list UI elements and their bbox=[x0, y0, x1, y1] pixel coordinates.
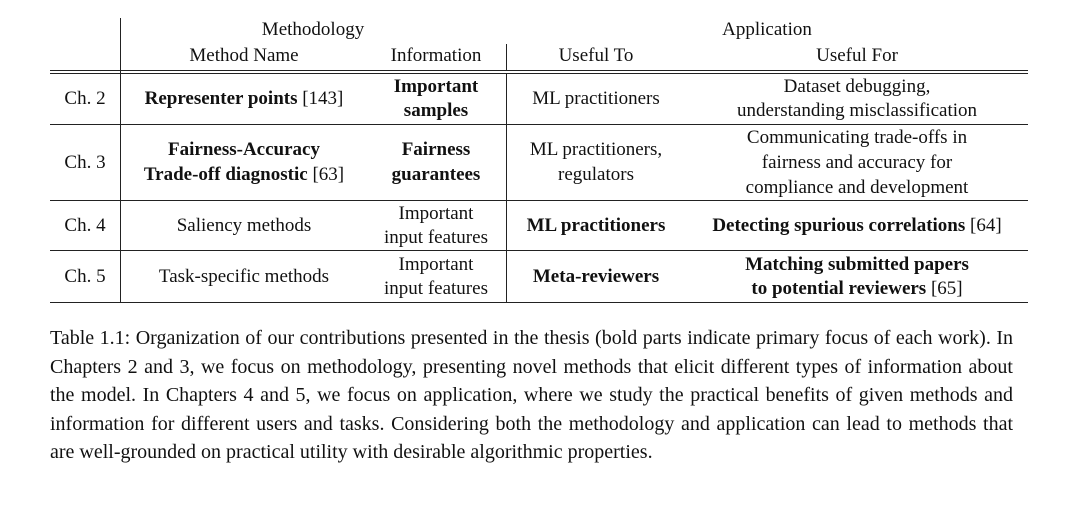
row2-method-ref: [63] bbox=[307, 164, 345, 185]
header-methodology: Methodology bbox=[261, 19, 365, 40]
row2-useful-for-line1: Communicating trade-offs in bbox=[746, 127, 968, 148]
col-divider-chapter bbox=[120, 18, 121, 303]
row2-info-line2: guarantees bbox=[391, 164, 481, 185]
rule-row4 bbox=[50, 250, 1028, 251]
row2-chapter: Ch. 3 bbox=[64, 152, 106, 173]
row2-useful-to-line1: ML practitioners, bbox=[529, 139, 663, 160]
header-useful-to: Useful To bbox=[558, 45, 634, 66]
row3-useful-to: ML practitioners bbox=[526, 215, 666, 236]
row1-useful-to: ML practitioners bbox=[532, 88, 660, 109]
col-divider-app-header bbox=[506, 44, 507, 70]
row1-useful-for-line2: understanding misclassification bbox=[736, 100, 978, 121]
row3-useful-for-ref: [64] bbox=[965, 215, 1002, 236]
row4-useful-for-line2 bbox=[751, 276, 962, 301]
row3-info-line2: input features bbox=[384, 227, 488, 248]
header-useful-for: Useful For bbox=[816, 45, 898, 66]
row4-info-line1: Important bbox=[398, 254, 474, 275]
row1-method-ref: [143] bbox=[297, 88, 344, 109]
row4-useful-for-ref: [65] bbox=[926, 278, 963, 299]
row4-useful-for-line1: Matching submitted papers bbox=[745, 254, 969, 275]
row4-useful-to: Meta-reviewers bbox=[532, 266, 660, 287]
header-method-name: Method Name bbox=[189, 45, 299, 66]
row2-useful-for-line2: fairness and accuracy for bbox=[761, 152, 953, 173]
row2-useful-to-line2: regulators bbox=[558, 164, 634, 185]
row2-method-line2 bbox=[144, 162, 344, 187]
row3-useful-for-bold: Detecting spurious correlations bbox=[712, 215, 966, 236]
rule-row3 bbox=[50, 200, 1028, 201]
row1-info-line2: samples bbox=[403, 100, 469, 121]
rule-top bbox=[50, 70, 1028, 71]
header-information: Information bbox=[390, 45, 482, 66]
rule-bottom bbox=[50, 302, 1028, 303]
header-application: Application bbox=[722, 19, 812, 40]
row2-useful-for-line3: compliance and development bbox=[745, 177, 969, 198]
row2-method-line1: Fairness-Accuracy bbox=[168, 139, 320, 160]
row2-info-line1: Fairness bbox=[401, 139, 471, 160]
row3-useful-for bbox=[712, 213, 1001, 238]
row4-chapter: Ch. 5 bbox=[64, 266, 106, 287]
row3-method: Saliency methods bbox=[176, 215, 312, 236]
row1-method bbox=[145, 86, 344, 111]
row3-chapter: Ch. 4 bbox=[64, 215, 106, 236]
row1-method-bold: Representer points bbox=[144, 88, 298, 109]
row1-useful-for-line1: Dataset debugging, bbox=[783, 76, 931, 97]
col-divider-app bbox=[506, 73, 507, 303]
row4-info-line2: input features bbox=[384, 278, 488, 299]
row2-method-bold: Trade-off diagnostic bbox=[143, 164, 308, 185]
row1-chapter: Ch. 2 bbox=[64, 88, 106, 109]
row4-useful-for-bold: to potential reviewers bbox=[751, 278, 927, 299]
row1-info-line1: Important bbox=[393, 76, 479, 97]
row3-info-line1: Important bbox=[398, 203, 474, 224]
table-caption: Table 1.1: Organization of our contributions presented in the thesis (bold parts indicate primary focus of each work). In Chapters 2 and 3, we focus on methodology, presenting novel methods that elicit different types of information about the model. In Chapters 4 and 5, we focus on application, where we study the practical benefits of given methods and information for different users and tasks. Considering both the methodology and application can lead to methods that are well-grounded on practical utility with desirable algorithmic properties. bbox=[50, 327, 1013, 464]
row4-method: Task-specific methods bbox=[158, 266, 330, 287]
